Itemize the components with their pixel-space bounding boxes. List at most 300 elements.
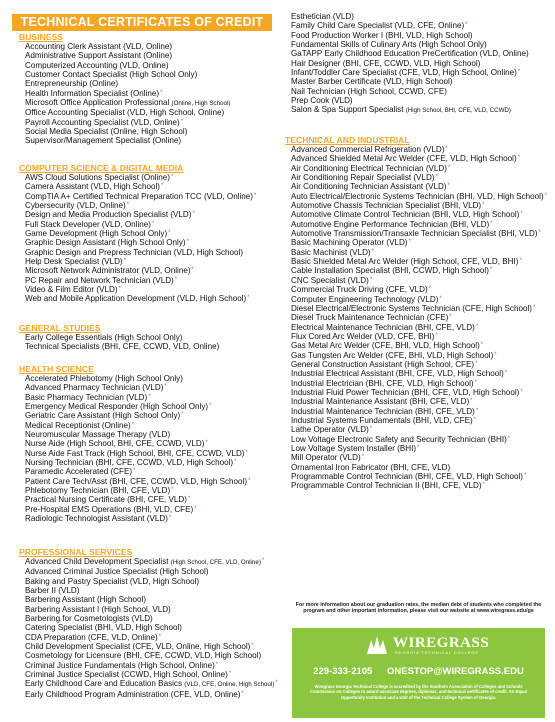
- asterisk-marker: *: [473, 416, 477, 423]
- program-item: [25, 220, 280, 229]
- program-name: Diesel Truck Maintenance Technician (CFE): [291, 313, 449, 323]
- program-item: [291, 192, 550, 201]
- asterisk-marker: *: [194, 505, 197, 512]
- asterisk-marker: *: [191, 267, 194, 274]
- program-name: Auto Electrical/Electronic Systems Technician (BHI, VLD, High School): [291, 191, 544, 201]
- section-heading: COMPUTER SCIENCE & DIGITAL MEDIA: [19, 163, 184, 173]
- program-name: Microsoft Office Application Professional: [25, 98, 172, 108]
- footer-note: For more information about our graduation rates, the median debt of students who completed the program and other important information, please visit our website at www.wiregrass.edu/ge: [295, 602, 542, 615]
- program-name: Criminal Justice Fundamentals (High School, Online): [25, 660, 215, 670]
- program-name: Basic Machinist (VLD): [291, 247, 371, 257]
- section-heading: TECHNICAL AND INDUSTRIAL: [285, 135, 410, 145]
- program-name: Patient Care Tech/Asst (BHI, CFE, CCWD, VLD, High School): [25, 476, 248, 486]
- asterisk-marker: *: [475, 323, 479, 330]
- program-name: Computerized Accounting (VLD, Online): [25, 60, 169, 70]
- program-item: [25, 477, 280, 486]
- asterisk-marker: *: [131, 421, 135, 428]
- asterisk-marker: *: [544, 192, 547, 199]
- program-item: [25, 89, 280, 98]
- program-item: [25, 458, 280, 467]
- program-item: [291, 360, 550, 369]
- program-name: Flux Cored Arc Welder (VLD, CFE, BHI): [291, 331, 435, 341]
- asterisk-marker: *: [251, 643, 254, 650]
- program-name: Industrial Maintenance Assistant (BHI, CFE, VLD): [291, 397, 470, 407]
- program-item: [25, 467, 280, 476]
- program-locations: (Online, High School): [171, 100, 231, 108]
- asterisk-marker: *: [532, 304, 536, 311]
- program-name: Video & Film Editor (VLD): [25, 285, 118, 295]
- program-name: Practical Nursing Certificate (BHI, CFE, VLD): [25, 495, 187, 505]
- program-item: [291, 164, 550, 173]
- program-name: Industrial Electrical Assistant (BHI, CFE, VLD, High School): [291, 369, 504, 379]
- asterisk-marker: *: [275, 680, 278, 687]
- program-item: [25, 449, 280, 458]
- program-name: Prep Cook (VLD): [291, 96, 353, 106]
- program-name: Programmable Control Technician II (BHI, CFE, VLD): [291, 481, 482, 491]
- asterisk-marker: *: [148, 393, 151, 400]
- program-item: [25, 495, 280, 504]
- asterisk-marker: *: [245, 449, 248, 456]
- program-name: Accelerated Phlebotomy (High School Only): [25, 374, 183, 383]
- program-item: [25, 342, 280, 351]
- program-name: Programmable Control Technician (BHI, CFE, VLD, High School): [291, 472, 523, 482]
- program-item: [291, 266, 550, 275]
- program-item: [25, 294, 280, 303]
- asterisk-marker: *: [435, 332, 438, 339]
- program-name: Early College Essentials (High School Only): [25, 333, 183, 342]
- logo-text: WIREGRASS: [393, 635, 490, 651]
- program-name: General Construction Assistant (High School, CFE): [291, 359, 475, 369]
- program-item: [291, 416, 550, 425]
- program-name: Advanced Shielded Metal Arc Welder (CFE, VLD, High School): [291, 154, 517, 164]
- program-item: [291, 257, 550, 266]
- program-item: [25, 577, 280, 586]
- asterisk-marker: *: [417, 445, 420, 451]
- program-name: Gas Metal Arc Welder (CFE, BHI, VLD, High School): [291, 341, 480, 351]
- program-item: [25, 238, 280, 247]
- logo-subtitle: GEORGIA TECHNICAL COLLEGE: [395, 651, 479, 655]
- asterisk-marker: *: [369, 426, 373, 433]
- asterisk-marker: *: [180, 118, 184, 125]
- asterisk-marker: *: [369, 276, 373, 283]
- program-name: Diesel Electrical/Electronic Systems Technician (CFE, High School): [291, 303, 532, 313]
- program-item: [291, 238, 550, 247]
- program-name: Cybersecurity (VLD, Online): [25, 201, 126, 211]
- program-item: [291, 425, 550, 434]
- program-item: [25, 173, 280, 182]
- program-item: [291, 12, 550, 21]
- program-name: Automotive Chassis Technician Specialist (BHI, VLD): [291, 201, 482, 211]
- asterisk-marker: *: [133, 468, 136, 475]
- program-item: [25, 486, 280, 495]
- program-item: [25, 605, 280, 614]
- program-item: [291, 21, 550, 30]
- program-name: Mill Operator (VLD): [291, 453, 361, 463]
- asterisk-marker: *: [470, 398, 473, 405]
- asterisk-marker: *: [447, 183, 450, 190]
- section-heading: PROFESSIONAL SERVICES: [19, 547, 133, 557]
- program-item: [25, 266, 280, 275]
- program-item: [25, 108, 280, 117]
- asterisk-marker: *: [248, 477, 251, 484]
- program-item: [25, 439, 280, 448]
- program-name: Esthetician (VLD): [291, 12, 354, 21]
- asterisk-marker: *: [234, 459, 237, 466]
- asterisk-marker: *: [475, 407, 479, 414]
- program-list: [284, 145, 550, 491]
- program-item: [291, 453, 550, 462]
- program-name: Low Voltage System Installer (BHI): [291, 444, 417, 453]
- program-name: Supervisor/Management Specialist (Online): [25, 136, 182, 146]
- program-item: [25, 614, 280, 623]
- asterisk-marker: *: [520, 211, 523, 218]
- page-title: TECHNICAL CERTIFICATES OF CREDIT: [12, 14, 272, 31]
- asterisk-marker: *: [205, 440, 208, 447]
- asterisk-marker: *: [158, 633, 162, 640]
- program-name: Medical Receptionist (Online): [25, 420, 131, 430]
- program-item: [25, 642, 280, 651]
- program-name: Neuromuscular Massage Therapy (VLD): [25, 430, 171, 440]
- program-name: Camera Assistant (VLD, High School): [25, 182, 160, 192]
- program-item: [25, 70, 280, 79]
- section-heading: BUSINESS: [19, 32, 63, 42]
- program-name: Early Childhood Program Administration (CFE, VLD, Online): [25, 689, 241, 699]
- program-name: Full Stack Developer (VLD, Online): [25, 219, 151, 229]
- program-name: Gas Tungsten Arc Welder (CFE, BHI, VLD, High School): [291, 350, 494, 360]
- asterisk-marker: *: [171, 174, 174, 180]
- program-name: Air Conditioning Repair Specialist (VLD): [291, 173, 435, 183]
- program-item: [291, 145, 550, 154]
- program-item: [25, 229, 280, 238]
- program-name: Entrepreneurship (Online): [25, 79, 119, 89]
- section-technical-and-industrial: [284, 135, 550, 491]
- program-name: Basic Shielded Metal Arc Welder (High School, CFE, VLD, BHI): [291, 257, 519, 267]
- program-item: [291, 96, 550, 105]
- program-list: [284, 12, 550, 116]
- program-name: Baking and Pastry Specialist (VLD, High School): [25, 576, 200, 586]
- program-item: [291, 379, 550, 388]
- program-name: Barbering for Cosmetologists (VLD): [25, 614, 153, 624]
- program-item: [291, 68, 550, 77]
- program-item: [25, 127, 280, 136]
- program-item: [25, 623, 280, 632]
- program-name: Advanced Commercial Refrigeration (VLD): [291, 145, 445, 154]
- program-item: [291, 182, 550, 191]
- program-locations: (High School, CFE, VLD, Online): [170, 559, 261, 566]
- program-name: Low Voltage Electronic Safety and Security Technician (BHI): [291, 434, 507, 444]
- program-item: [291, 341, 550, 350]
- program-name: Paramedic Accelerated (CFE): [25, 467, 133, 477]
- program-name: Nurse Aide Fast Track (High School, BHI, CFE, CCWD, VLD): [25, 448, 245, 458]
- program-locations: (VLD, CFE, Online, High School): [184, 681, 275, 689]
- asterisk-marker: *: [445, 146, 448, 152]
- asterisk-marker: *: [504, 370, 508, 377]
- asterisk-marker: *: [241, 690, 244, 697]
- program-item: [25, 411, 280, 420]
- program-item: [291, 59, 550, 68]
- contact-line: [292, 666, 545, 677]
- program-name: AWS Cloud Solutions Specialist (Online): [25, 173, 170, 182]
- program-item: [25, 430, 280, 439]
- program-item: [291, 285, 550, 294]
- program-item: [25, 201, 280, 210]
- asterisk-marker: *: [465, 22, 468, 29]
- program-name: Automotive Engine Performance Technician (BHI, VLD): [291, 219, 490, 229]
- phone-number[interactable]: 229-333-2105: [313, 666, 373, 677]
- program-item: [291, 323, 550, 332]
- program-name: Basic Pharmacy Technician (VLD): [25, 392, 148, 402]
- accreditation-text: Wiregrass Georgia Technical College is accredited by the Southern Association of Colleges and Schools Commission on Colleges to award associate degrees, diplomas, and technical certificates of credit. An Equal Opportunity Institution and a Unit of the Technical College System of Georgia.: [310, 684, 527, 700]
- program-name: Infant/Toddler Care Specialist (CFE, VLD, High School, Online): [291, 68, 517, 78]
- asterisk-marker: *: [474, 379, 477, 386]
- program-list: [18, 173, 280, 304]
- program-name: Child Development Specialist (CFE, VLD, Online, High School): [25, 642, 251, 652]
- program-item: [291, 210, 550, 219]
- program-name: Air Conditioning Technician Assistant (VLD): [291, 182, 447, 192]
- program-item: [291, 248, 550, 257]
- program-item: [291, 77, 550, 86]
- program-item: [291, 304, 550, 313]
- program-item: [291, 40, 550, 49]
- program-item: [291, 351, 550, 360]
- program-item: [291, 313, 550, 322]
- program-item: [25, 42, 280, 51]
- program-item: [291, 49, 550, 58]
- program-list: [18, 333, 280, 352]
- program-item: [25, 79, 280, 88]
- program-item: [25, 192, 280, 201]
- program-item: [25, 633, 280, 642]
- section-computer-science-digital-media: [18, 163, 280, 304]
- program-name: Technical Specialists (BHI, CFE, CCWD, VLD, Online): [25, 342, 220, 352]
- program-name: Game Development (High School Only): [25, 229, 168, 239]
- section-professional-services: [18, 547, 280, 699]
- program-item: [25, 51, 280, 60]
- asterisk-marker: *: [480, 342, 484, 349]
- asterisk-marker: *: [215, 661, 219, 668]
- program-name: CDA Preparation (CFE, VLD, Online): [25, 632, 158, 642]
- program-name: Nail Technician (High School, CCWD, CFE): [291, 86, 447, 96]
- program-item: [291, 154, 550, 163]
- asterisk-marker: *: [494, 351, 497, 358]
- program-name: Criminal Justice Specialist (CCWD, High School, Online): [25, 670, 228, 680]
- program-name: Payroll Accounting Specialist (VLD, Online): [25, 117, 180, 127]
- program-name: Health Information Specialist (Online): [25, 88, 160, 98]
- asterisk-marker: *: [519, 258, 522, 265]
- program-name: Industrial Fluid Power Technician (BHI, CFE, VLD, High School): [291, 387, 520, 397]
- program-name: Barbering Assistant I (High School, VLD): [25, 604, 171, 614]
- program-item: [25, 586, 280, 595]
- section-general-studies: [18, 323, 280, 352]
- program-item: [25, 118, 280, 127]
- program-item: [25, 285, 280, 294]
- program-item: [25, 210, 280, 219]
- section-continued: [284, 12, 550, 116]
- asterisk-marker: *: [482, 482, 485, 489]
- program-item: [291, 173, 550, 182]
- program-name: Industrial Maintenance Technician (BHI, CFE, VLD): [291, 406, 475, 416]
- program-item: [291, 229, 550, 238]
- footer-panel: [292, 628, 545, 718]
- program-item: [291, 472, 550, 481]
- asterisk-marker: *: [523, 473, 527, 480]
- asterisk-marker: *: [171, 487, 174, 494]
- asterisk-marker: *: [254, 192, 257, 199]
- asterisk-marker: *: [439, 295, 442, 302]
- program-name: Help Desk Specialist (VLD): [25, 257, 123, 267]
- program-item: [25, 276, 280, 285]
- college-logo: [365, 634, 505, 658]
- email-link[interactable]: ONESTOP@WIREGRASS.EDU: [386, 666, 524, 677]
- program-item: [291, 435, 550, 444]
- asterisk-marker: *: [261, 558, 265, 564]
- program-name: Barbering Assistant (High School): [25, 595, 147, 605]
- program-item: [25, 333, 280, 342]
- program-name: Food Production Worker I (BHI, VLD, High School): [291, 30, 473, 40]
- asterisk-marker: *: [168, 515, 172, 522]
- program-item: [291, 220, 550, 229]
- program-name: Industrial Electrician (BHI, CFE, VLD, High School): [291, 378, 474, 388]
- section-heading: GENERAL STUDIES: [19, 323, 101, 333]
- program-name: GaTAPP Early Childhood Education PreCertification (VLD, Online): [291, 49, 529, 59]
- asterisk-marker: *: [507, 435, 511, 442]
- asterisk-marker: *: [475, 360, 478, 367]
- program-name: Advanced Criminal Justice Specialist (High School): [25, 567, 209, 577]
- program-name: Industrial Systems Fundamentals (BHI, VLD, CFE): [291, 415, 473, 425]
- program-name: Fundamental Skills of Culinary Arts (High School Only): [291, 40, 487, 50]
- program-item: [25, 557, 280, 567]
- asterisk-marker: *: [186, 239, 189, 246]
- asterisk-marker: *: [181, 412, 184, 419]
- program-name: Commercial Truck Driving (CFE, VLD): [291, 285, 428, 295]
- asterisk-marker: *: [371, 248, 374, 255]
- section-business: [18, 32, 280, 146]
- wiregrass-logo-icon: [365, 634, 389, 656]
- asterisk-marker: *: [428, 286, 432, 293]
- program-item: [25, 248, 280, 257]
- program-name: Advanced Pharmacy Technician (VLD): [25, 383, 164, 393]
- program-name: Nursing Technician (BHI, CFE, CCWD, VLD, High School): [25, 458, 234, 468]
- asterisk-marker: *: [435, 174, 438, 181]
- asterisk-marker: *: [408, 239, 411, 246]
- asterisk-marker: *: [517, 69, 521, 76]
- asterisk-marker: *: [151, 220, 155, 227]
- program-item: [291, 481, 550, 490]
- program-name: Customer Contact Specialist (High School Only): [25, 70, 198, 80]
- section-health-science: [18, 364, 280, 524]
- program-item: [291, 444, 550, 453]
- asterisk-marker: *: [517, 155, 521, 162]
- program-name: Master Barber Certificate (VLD, High School): [291, 77, 453, 87]
- program-item: [25, 661, 280, 670]
- asterisk-marker: *: [449, 314, 452, 321]
- program-name: Advanced Child Development Specialist: [25, 557, 171, 566]
- program-item: [291, 388, 550, 397]
- program-name: Graphic Design and Prepress Technician (VLD, High School): [25, 247, 244, 257]
- program-list: [18, 557, 280, 699]
- program-item: [25, 505, 280, 514]
- asterisk-marker: *: [118, 286, 121, 293]
- asterisk-marker: *: [490, 220, 493, 227]
- asterisk-marker: *: [361, 454, 365, 461]
- program-name: Basic Machining Operator (VLD): [291, 238, 408, 248]
- program-name: PC Repair and Network Technician (VLD): [25, 275, 174, 285]
- asterisk-marker: *: [160, 183, 164, 190]
- program-item: [25, 679, 280, 689]
- program-item: [25, 182, 280, 191]
- program-name: Ornamental Iron Fabricator (BHI, CFE, VLD): [291, 462, 451, 472]
- program-name: Lathe Operator (VLD): [291, 425, 369, 435]
- program-item: [291, 397, 550, 406]
- program-item: [291, 463, 550, 472]
- program-name: Salon & Spa Support Specialist: [291, 105, 406, 115]
- program-name: Emergency Medical Responder (High School Only): [25, 402, 209, 412]
- program-item: [291, 276, 550, 285]
- program-item: [25, 421, 280, 430]
- program-name: Administrative Support Assistant (Online): [25, 51, 173, 61]
- asterisk-marker: *: [187, 496, 191, 503]
- program-item: [291, 407, 550, 416]
- asterisk-marker: *: [123, 258, 126, 265]
- program-name: Graphic Design Assistant (High School Only): [25, 238, 186, 248]
- program-item: [25, 514, 280, 523]
- program-name: Family Child Care Specialist (VLD, CFE, Online): [291, 21, 465, 31]
- asterisk-marker: *: [168, 230, 171, 237]
- program-item: [25, 98, 280, 108]
- program-name: Geriatric Care Assistant (High School Only): [25, 411, 181, 421]
- program-item: [291, 295, 550, 304]
- program-item: [25, 595, 280, 604]
- program-list: [18, 374, 280, 524]
- program-name: Automotive Transmission/Transaxle Technician Specialist (BHI, VLD): [291, 229, 538, 239]
- program-name: Accounting Clerk Assistant (VLD, Online): [25, 42, 173, 51]
- program-item: [25, 61, 280, 70]
- asterisk-marker: *: [192, 211, 195, 218]
- asterisk-marker: *: [174, 276, 178, 283]
- asterisk-marker: *: [247, 295, 250, 302]
- program-item: [291, 332, 550, 341]
- program-item: [291, 87, 550, 96]
- asterisk-marker: *: [538, 230, 541, 237]
- program-name: Electrical Maintenance Technician (BHI, CFE, VLD): [291, 322, 475, 332]
- program-name: Web and Mobile Application Development (VLD, High School): [25, 294, 247, 304]
- program-name: Catering Specialist (BHI, VLD, High School): [25, 623, 182, 633]
- program-item: [25, 567, 280, 576]
- program-name: Early Childhood Care and Education Basics: [25, 679, 185, 689]
- program-item: [291, 105, 550, 115]
- program-name: Barber II (VLD): [25, 586, 80, 596]
- program-item: [25, 651, 280, 660]
- asterisk-marker: *: [164, 384, 167, 391]
- program-name: Nurse Aide (High School, BHI, CFE, CCWD, VLD): [25, 439, 205, 449]
- program-name: Phlebotomy Technician (BHI, CFE, VLD): [25, 486, 171, 496]
- program-item: [25, 393, 280, 402]
- section-heading: HEALTH SCIENCE: [19, 364, 94, 374]
- asterisk-marker: *: [209, 403, 212, 410]
- program-item: [25, 670, 280, 679]
- program-name: Design and Media Production Specialist (VLD): [25, 210, 192, 220]
- program-item: [25, 383, 280, 392]
- program-name: Radiologic Technologist Assistant (VLD): [25, 514, 168, 524]
- asterisk-marker: *: [520, 388, 523, 395]
- program-item: [291, 31, 550, 40]
- program-item: [25, 136, 280, 145]
- program-name: CNC Specialist (VLD): [291, 275, 369, 285]
- program-item: [25, 374, 280, 383]
- program-name: Air Conditioning Electrical Technician (VLD): [291, 163, 447, 173]
- asterisk-marker: *: [489, 267, 493, 274]
- program-item: [291, 201, 550, 210]
